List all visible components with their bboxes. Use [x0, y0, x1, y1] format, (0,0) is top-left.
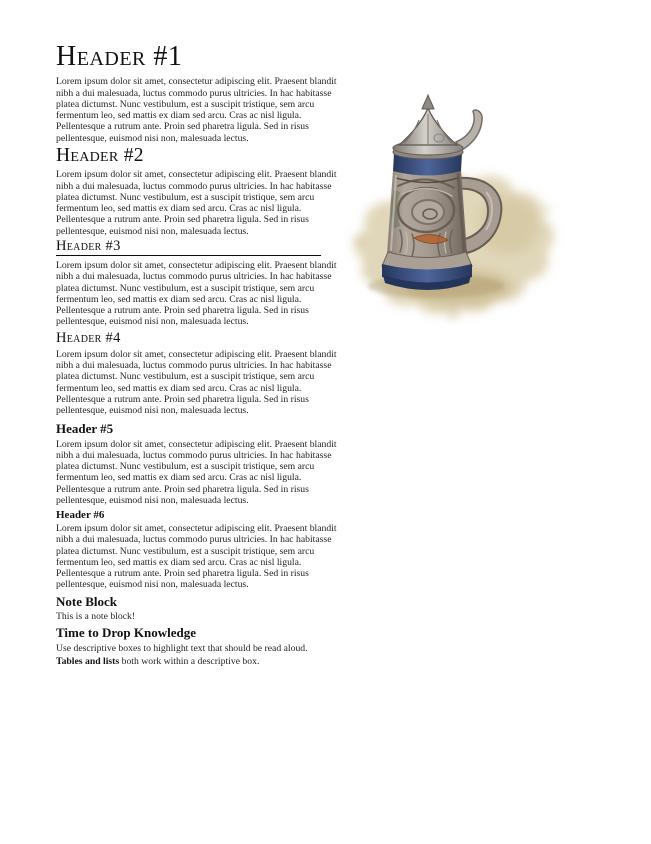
header-6: Header #6: [56, 509, 105, 522]
knowledge-line2-rest: both work within a descriptive box.: [119, 655, 260, 667]
beer-stein-illustration: [336, 90, 568, 325]
knowledge-text-2: [56, 656, 337, 667]
note-block-text: This is a note block!: [56, 610, 136, 622]
stein-finial: [422, 95, 434, 109]
header-1: Header #1: [56, 41, 183, 72]
paragraph-4: Lorem ipsum dolor sit amet, consectetur adipiscing elit. Praesent blandit nibh a dui malesuada, luctus commodo purus ultricies. In hac habitasse platea dictumst. Nunc vestibulum, est a suscipit tristique, sem arcu fermentum leo, sed mattis ex diam sed arcu. Cras ac nisl ligula. Pellentesque a rutrum ante. Proin sed pharetra ligula. Sed in risus pellentesque, euismod nisi non, malesuada lectus.: [56, 348, 337, 417]
note-block-heading: Note Block: [56, 593, 118, 609]
paragraph-5: Lorem ipsum dolor sit amet, consectetur adipiscing elit. Praesent blandit nibh a dui malesuada, luctus commodo purus ultricies. In hac habitasse platea dictumst. Nunc vestibulum, est a suscipit tristique, sem arcu fermentum leo, sed mattis ex diam sed arcu. Cras ac nisl ligula. Pellentesque a rutrum ante. Proin sed pharetra ligula. Sed in risus pellentesque, euismod nisi non, malesuada lectus.: [56, 438, 337, 506]
paragraph-1: Lorem ipsum dolor sit amet, consectetur adipiscing elit. Praesent blandit nibh a dui malesuada, luctus commodo purus ultricies. In hac habitasse platea dictumst. Nunc vestibulum, est a suscipit tristique, sem arcu fermentum leo, sed mattis ex diam sed arcu. Cras ac nisl ligula. Pellentesque a rutrum ante. Proin sed pharetra ligula. Sed in risus pellentesque, euismod nisi non, malesuada lectus.: [56, 76, 337, 144]
header-5: Header #5: [56, 421, 114, 437]
beer-stein-watercolor-svg: [336, 90, 568, 325]
paragraph-6: Lorem ipsum dolor sit amet, consectetur adipiscing elit. Praesent blandit nibh a dui malesuada, luctus commodo purus ultricies. In hac habitasse platea dictumst. Nunc vestibulum, est a suscipit tristique, sem arcu fermentum leo, sed mattis ex diam sed arcu. Cras ac nisl ligula. Pellentesque a rutrum ante. Proin sed pharetra ligula. Sed in risus pellentesque, euismod nisi non, malesuada lectus.: [56, 523, 337, 591]
paragraph-3: Lorem ipsum dolor sit amet, consectetur adipiscing elit. Praesent blandit nibh a dui malesuada, luctus commodo purus ultricies. In hac habitasse platea dictumst. Nunc vestibulum, est a suscipit tristique, sem arcu fermentum leo, sed mattis ex diam sed arcu. Cras ac nisl ligula. Pellentesque a rutrum ante. Proin sed pharetra ligula. Sed in risus pellentesque, euismod nisi non, malesuada lectus.: [56, 260, 337, 328]
paragraph-2: Lorem ipsum dolor sit amet, consectetur adipiscing elit. Praesent blandit nibh a dui malesuada, luctus commodo purus ultricies. In hac habitasse platea dictumst. Nunc vestibulum, est a suscipit tristique, sem arcu fermentum leo, sed mattis ex diam sed arcu. Cras ac nisl ligula. Pellentesque a rutrum ante. Proin sed pharetra ligula. Sed in risus pellentesque, euismod nisi non, malesuada lectus.: [56, 169, 337, 237]
knowledge-heading: Time to Drop Knowledge: [56, 625, 196, 641]
knowledge-text-1: Use descriptive boxes to highlight text that should be read aloud.: [56, 642, 308, 654]
header-2: Header #2: [56, 144, 144, 166]
text-column: [56, 42, 337, 669]
header-4: Header #4: [56, 329, 121, 346]
knowledge-bold-lead: Tables and lists: [56, 655, 120, 667]
header-3: Header #3: [56, 239, 321, 256]
stein-thumb-lever: [456, 110, 482, 150]
